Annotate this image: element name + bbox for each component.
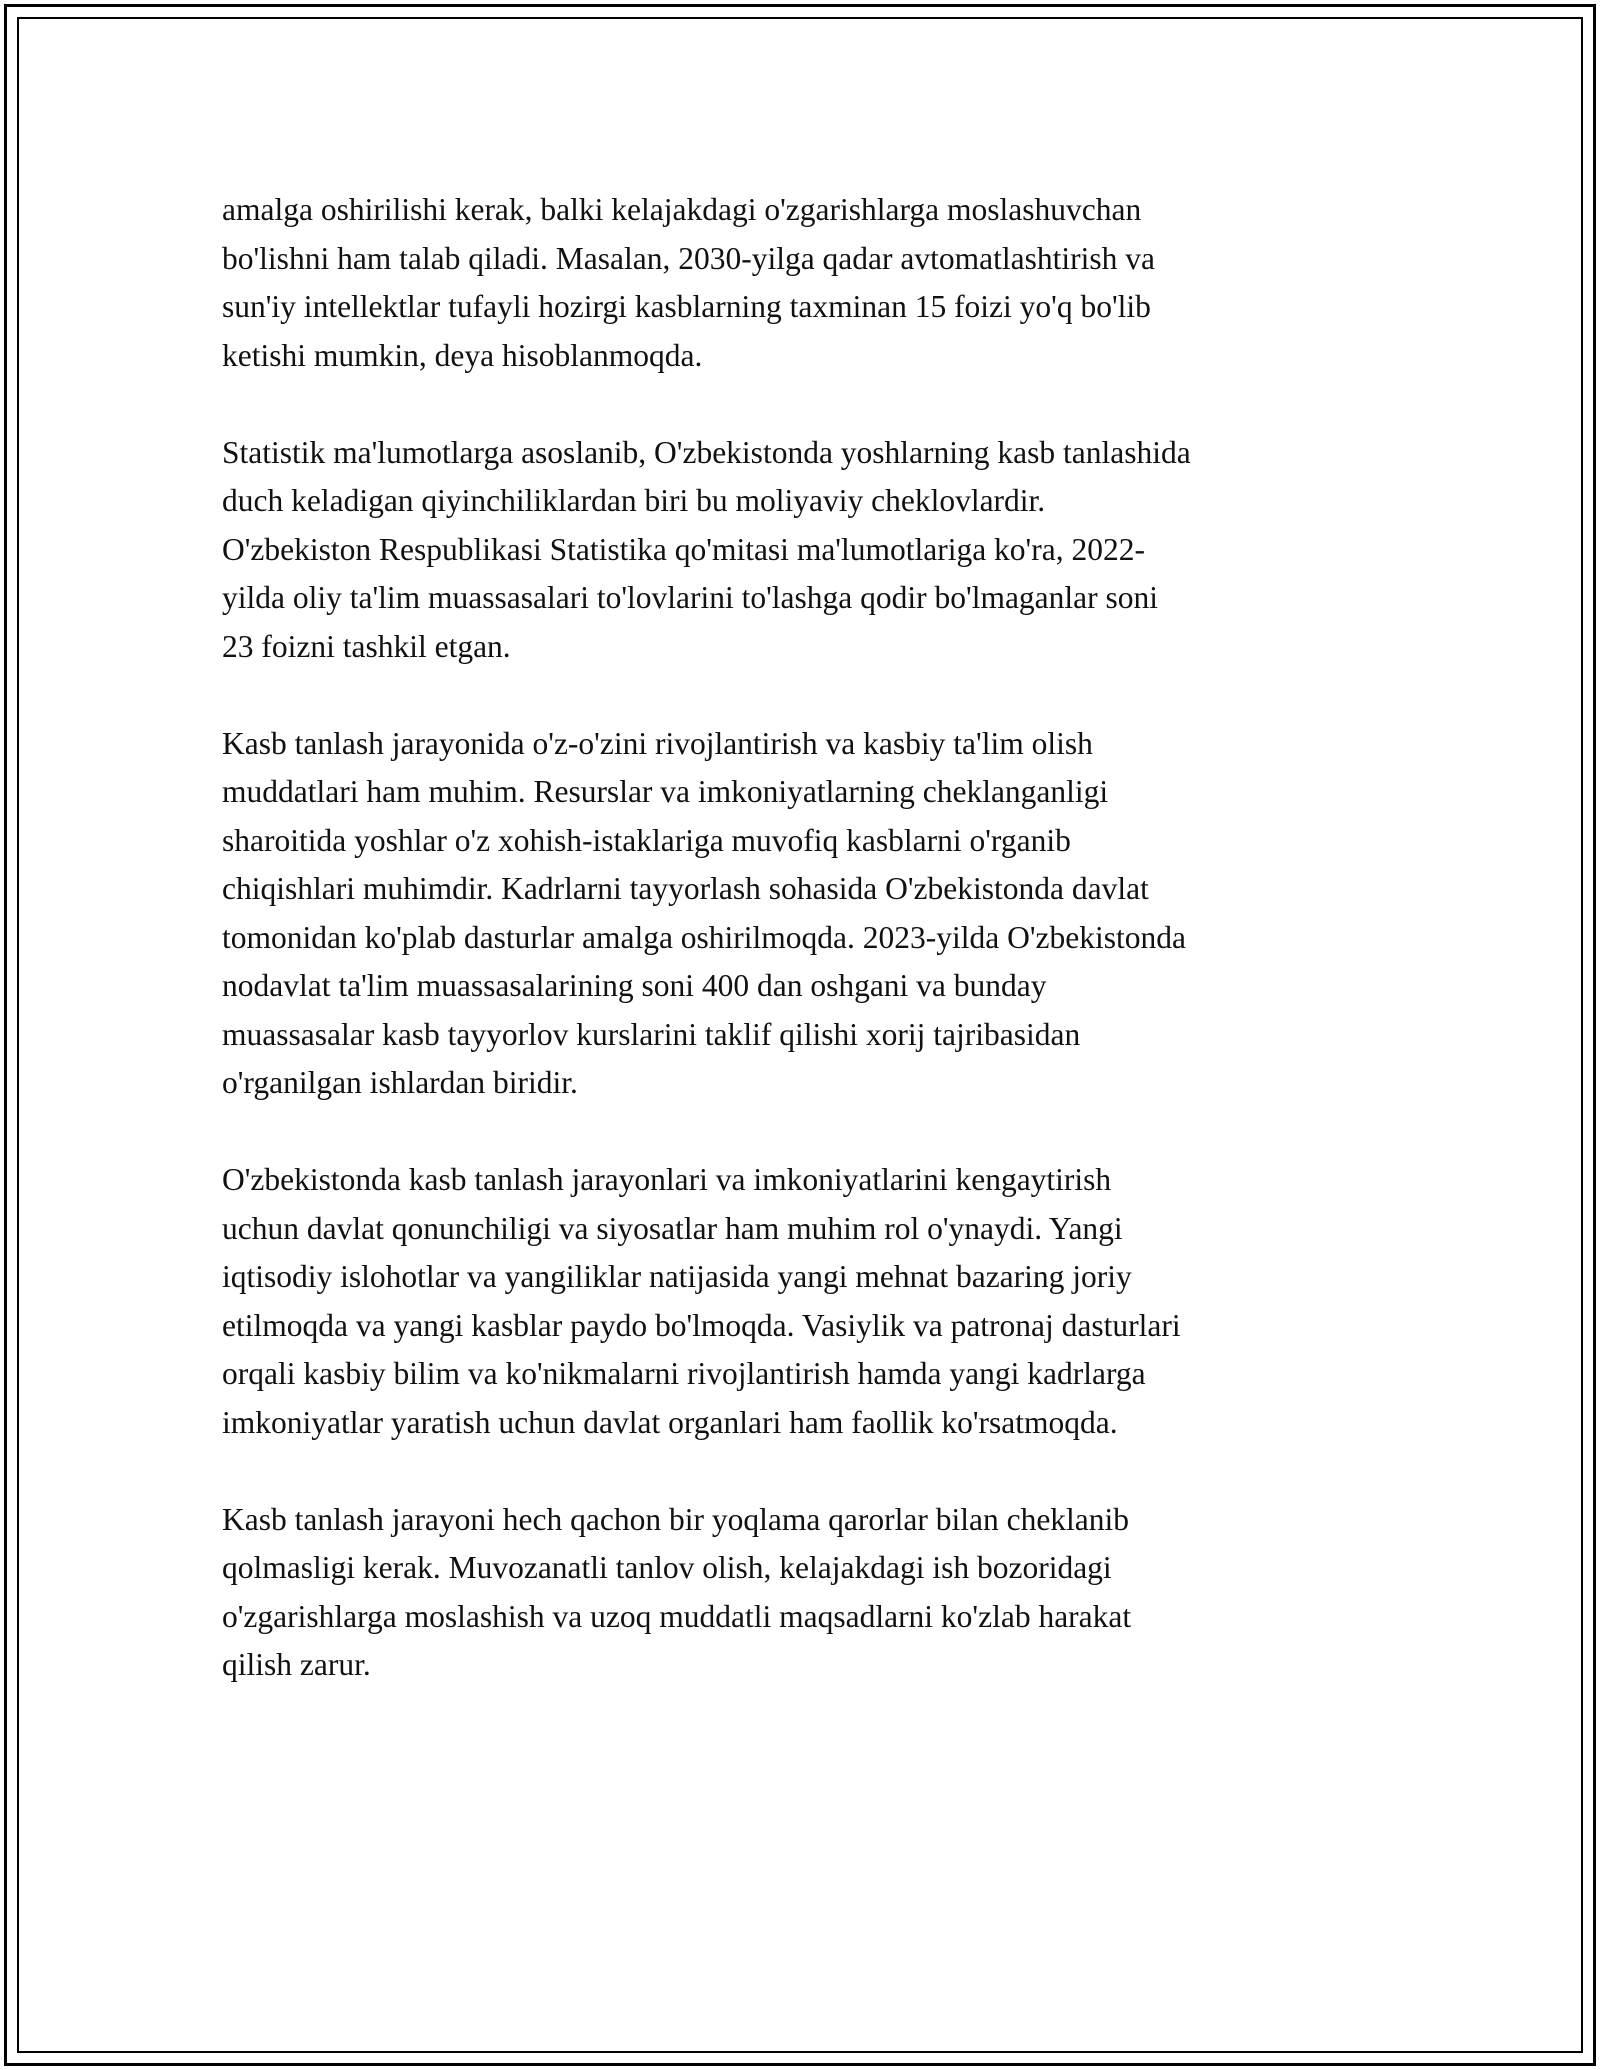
paragraph: Statistik ma'lumotlarga asoslanib, O'zbekistonda yoshlarning kasb tanlashida duch keladigan qiyinchiliklardan biri bu moliyaviy cheklovlardir. O'zbekiston Respublikasi Statistika qo'mitasi ma'lumotlariga ko'ra, 2022- yilda oliy ta'lim muassasalari to'lovlarini to'lashga qodir bo'lmaganlar soni 23 foizni tashkil etgan. [222, 434, 1191, 664]
paragraph: Kasb tanlash jarayoni hech qachon bir yoqlama qarorlar bilan cheklanib qolmasligi kerak. Muvozanatli tanlov olish, kelajakdagi ish bozoridagi o'zgarishlarga moslashish va uzoq muddatli maqsadlarni ko'zlab harakat qilish zarur. [222, 1501, 1132, 1682]
paragraph: Kasb tanlash jarayonida o'z-o'zini rivojlantirish va kasbiy ta'lim olish muddatlari ham muhim. Resurslar va imkoniyatlarning cheklanganligi sharoitida yoshlar o'z xohish-istaklariga muvofiq kasblarni o'rganib chiqishlari muhimdir. Kadrlarni tayyorlash sohasida O'zbekistonda davlat tomonidan ko'plab dasturlar amalga oshirilmoqda. 2023-yilda O'zbekistonda nodavlat ta'lim muassasalarining soni 400 dan oshgani va bunday muassasalar kasb tayyorlov kurslarini taklif qilishi xorij tajribasidan o'rganilgan ishlardan biridir. [222, 725, 1187, 1100]
document-body [222, 186, 1382, 1738]
paragraph: amalga oshirilishi kerak, balki kelajakdagi o'zgarishlarga moslashuvchan bo'lishni ham talab qiladi. Masalan, 2030-yilga qadar avtomatlashtirish va sun'iy intellektlar tufayli hozirgi kasblarning taxminan 15 foizi yo'q bo'lib ketishi mumkin, deya hisoblanmoqda. [222, 192, 1155, 373]
paragraph: O'zbekistonda kasb tanlash jarayonlari va imkoniyatlarini kengaytirish uchun davlat qonunchiligi va siyosatlar ham muhim rol o'ynaydi. Yangi iqtisodiy islohotlar va yangiliklar natijasida yangi mehnat bazaring joriy etilmoqda va yangi kasblar paydo bo'lmoqda. Vasiylik va patronaj dasturlari orqali kasbiy bilim va ko'nikmalarni rivojlantirish hamda yangi kadrlarga imkoniyatlar yaratish uchun davlat organlari ham faollik ko'rsatmoqda. [222, 1162, 1181, 1440]
